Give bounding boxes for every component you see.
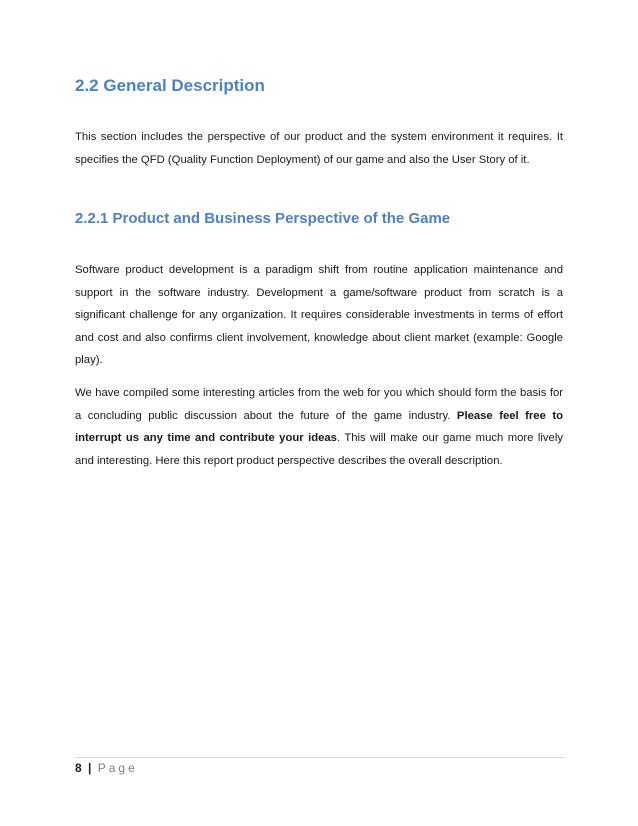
subsection-paragraph-1: Software product development is a paradigm shift from routine application maintenance and support in the software industry. Development a game/software product from scratch is a significant challenge for any organization. It requires considerable investments in terms of effort and cost and also confirms client involvement, knowledge about client market (example: Google play). bbox=[75, 264, 563, 366]
section-heading: 2.2 General Description bbox=[75, 76, 265, 95]
page-label: Page bbox=[97, 761, 138, 775]
section-intro-paragraph: This section includes the perspective of our product and the system environment it requires. It specifies the QFD (Quality Function Deployment) of our game and also the User Story of it. bbox=[75, 131, 563, 166]
footer-divider bbox=[75, 757, 565, 758]
subsection-heading: 2.2.1 Product and Business Perspective of the Game bbox=[75, 210, 451, 227]
footer-separator: | bbox=[88, 761, 92, 775]
subsection-paragraph-2 bbox=[75, 382, 563, 472]
paragraph-2-text-start: We have compiled some interesting articles from the web for you which should form the basis for a concluding public discussion about the future of the game industry. bbox=[75, 387, 563, 422]
paragraph-2-text-end: . This will make our game much more lively and interesting. Here this report product perspective describes the overall description. bbox=[75, 432, 563, 467]
paragraph-2-bold-text: Please feel free to interrupt us any time and contribute your ideas bbox=[75, 409, 563, 444]
page-number: 8 bbox=[75, 761, 82, 775]
page-footer bbox=[75, 761, 138, 775]
